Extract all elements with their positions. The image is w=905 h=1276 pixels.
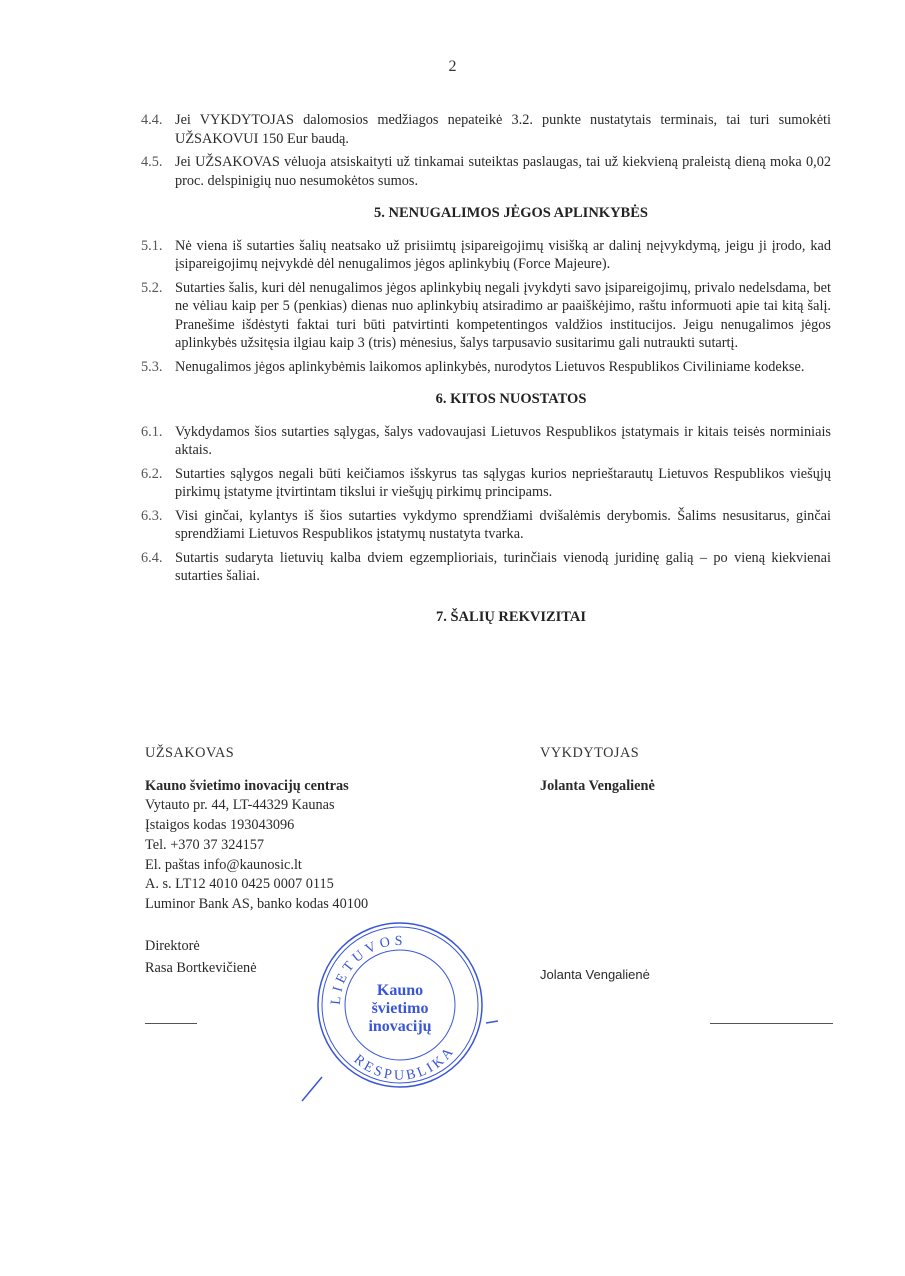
clause-number: 6.1.: [141, 423, 163, 440]
clause-4-5: [141, 153, 831, 190]
section-7-heading: 7. ŠALIŲ REKVIZITAI: [435, 608, 586, 625]
clause-6-1: [141, 423, 831, 460]
clause-number: 6.3.: [141, 507, 163, 524]
clause-text: Nė viena iš sutarties šalių neatsako už prisiimtų įsipareigojimų visišką ar dalinį neįvykdymą, jeigu ji įrodo, kad įsipareigojimų neįvykdė dėl nenugalimos jėgos aplinkybių (Force Majeure).: [175, 237, 831, 272]
contractor-signature-line: [710, 1023, 833, 1024]
customer-account: A. s. LT12 4010 0425 0007 0115: [145, 876, 334, 893]
clause-5-2: [141, 279, 831, 353]
contractor-signatory: Jolanta Vengalienė: [540, 967, 650, 982]
customer-bank: Luminor Bank AS, banko kodas 40100: [145, 895, 369, 912]
section-5-items: [141, 237, 831, 377]
section-6-items: [141, 423, 831, 586]
contractor-label: VYKDYTOJAS: [540, 745, 640, 761]
clause-number: 4.5.: [141, 154, 163, 170]
customer-email: El. paštas info@kaunosic.lt: [145, 856, 302, 873]
clause-number: 4.4.: [141, 112, 163, 128]
clause-5-3: [141, 358, 831, 377]
clause-6-4: [141, 549, 831, 586]
customer-phone: Tel. +370 37 324157: [145, 836, 265, 853]
clause-text: Nenugalimos jėgos aplinkybėmis laikomos aplinkybės, nurodytos Lietuvos Respublikos Civiliniame kodekse.: [175, 358, 805, 375]
clause-text: Vykdydamos šios sutarties sąlygas, šalys vadovaujasi Lietuvos Respublikos įstatymais ir kitais teisės norminiais aktais.: [175, 423, 831, 458]
clause-number: 6.2.: [141, 465, 163, 482]
contractor-details: [540, 744, 655, 796]
customer-name: Kauno švietimo inovacijų centras: [145, 777, 349, 794]
section-5-heading: 5. NENUGALIMOS JĖGOS APLINKYBĖS: [374, 205, 648, 221]
stamp-center-line-3: inovacijų: [368, 1018, 432, 1035]
clause-4-4: [141, 111, 831, 148]
clause-number: 6.4.: [141, 549, 163, 566]
clause-6-3: [141, 507, 831, 544]
clause-text: Sutartis sudaryta lietuvių kalba dviem egzemplioriais, turinčiais vienodą juridinę galią – po vieną kiekvienai sutarties šaliai.: [175, 549, 831, 584]
clause-text: Visi ginčai, kylantys iš šios sutarties vykdymo sprendžiami dvišalėmis derybomis. Šalims nesusitarus, ginčai sprendžiami Lietuvos Respublikos įstatymų nustatyta tvarka.: [175, 507, 831, 542]
official-stamp: [300, 905, 500, 1105]
stamp-bottom-text: RESPUBLIKA: [350, 1043, 459, 1084]
section-4-items: [141, 111, 831, 190]
clause-number: 5.2.: [141, 279, 163, 296]
contract-clauses: [141, 111, 831, 640]
page-number: 2: [448, 58, 457, 75]
customer-signature-line: [145, 1023, 197, 1024]
customer-code: Įstaigos kodas 193043096: [145, 817, 295, 834]
contractor-name: Jolanta Vengalienė: [540, 777, 655, 794]
clause-number: 5.3.: [141, 358, 163, 375]
section-6-heading: 6. KITOS NUOSTATOS: [435, 391, 587, 407]
clause-text: Sutarties šalis, kuri dėl nenugalimos jėgos aplinkybių negali įvykdyti savo įsipareigojimų, privalo nedelsdama, bet ne vėliau kaip per 5 (penkias) dienas nuo aplinkybių atsiradimo ar paaiškėjimo, raštu informuoti apie tai kitą šalį. Pranešime išdėstyti faktai turi būti patvirtinti kompetentingos valdžios institucijos. Jeigu nenugalimos jėgos aplinkybės užsitęsia ilgiau kaip 3 (tris) mėnesius, šalys tarpusavio susitarimu gali nutraukti sutartį.: [175, 279, 831, 351]
stamp-center-line-1: Kauno: [376, 982, 424, 999]
stamp-center-line-2: švietimo: [371, 1000, 429, 1017]
clause-5-1: [141, 237, 831, 274]
clause-text: Sutarties sąlygos negali būti keičiamos išskyrus tas sąlygas kurios neprieštarautų Lietuvos Respublikos viešųjų pirkimų įstatyme įtvirtintam tikslui ir viešųjų pirkimų principams.: [175, 465, 831, 500]
customer-signatory: Rasa Bortkevičienė: [145, 960, 257, 977]
clause-text: Jei UŽSAKOVAS vėluoja atsiskaityti už tinkamai suteiktas paslaugas, tai už kiekvieną praleistą dieną moka 0,02 proc. delspinigių nuo nesumokėtos sumos.: [175, 154, 831, 189]
customer-label: UŽSAKOVAS: [145, 745, 235, 761]
customer-address: Vytauto pr. 44, LT-44329 Kaunas: [145, 797, 335, 814]
stamp-top-text: LIETUVOS: [328, 933, 407, 1006]
clause-6-2: [141, 465, 831, 502]
clause-text: Jei VYKDYTOJAS dalomosios medžiagos nepateikė 3.2. punkte nustatytais terminais, tai turi sumokėti UŽSAKOVUI 150 Eur baudą.: [175, 112, 831, 147]
customer-position: Direktorė: [145, 937, 200, 954]
clause-number: 5.1.: [141, 237, 163, 254]
